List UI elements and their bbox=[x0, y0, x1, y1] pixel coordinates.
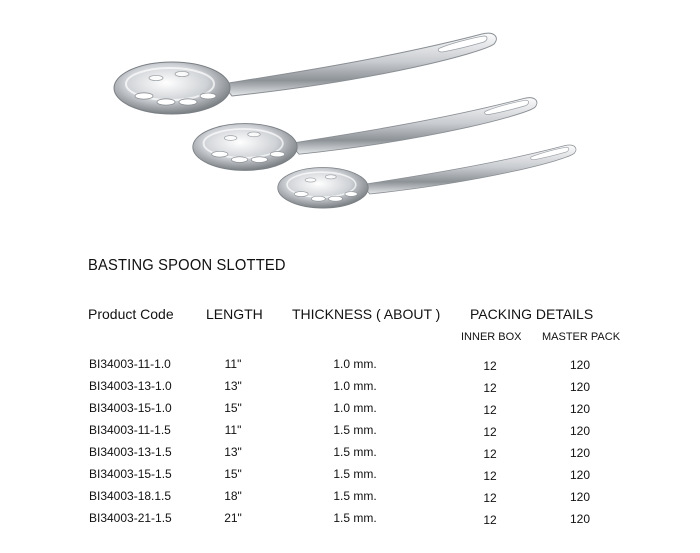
cell-length: 15" bbox=[224, 467, 242, 481]
cell-length: 13" bbox=[224, 445, 242, 459]
cell-code: BI34003-18.1.5 bbox=[89, 489, 172, 503]
cell-thickness: 1.0 mm. bbox=[333, 401, 377, 415]
header-master-pack: MASTER PACK bbox=[542, 331, 621, 343]
cell-inner-box: 12 bbox=[483, 403, 497, 417]
cell-master-pack: 120 bbox=[569, 490, 591, 504]
slotted-spoons-image bbox=[0, 0, 700, 240]
product-title: BASTING SPOON SLOTTED bbox=[88, 257, 286, 274]
header-inner-box: INNER BOX bbox=[461, 331, 522, 343]
cell-master-pack: 120 bbox=[569, 358, 591, 372]
table-row bbox=[0, 379, 700, 399]
spoon-large bbox=[114, 33, 496, 114]
cell-code: BI34003-13-1.5 bbox=[89, 445, 172, 459]
spoon-small bbox=[278, 145, 576, 208]
table-row bbox=[0, 445, 700, 465]
cell-inner-box: 12 bbox=[483, 513, 497, 527]
cell-master-pack: 120 bbox=[569, 380, 591, 394]
table-row bbox=[0, 401, 700, 421]
cell-code: BI34003-11-1.5 bbox=[89, 423, 171, 437]
spoon-medium bbox=[193, 98, 537, 171]
cell-thickness: 1.5 mm. bbox=[333, 445, 377, 459]
cell-thickness: 1.5 mm. bbox=[333, 489, 377, 503]
cell-inner-box: 12 bbox=[483, 447, 497, 461]
cell-code: BI34003-15-1.5 bbox=[89, 467, 172, 481]
table-row bbox=[0, 467, 700, 487]
cell-length: 18" bbox=[224, 489, 242, 503]
table-row bbox=[0, 511, 700, 531]
cell-inner-box: 12 bbox=[483, 425, 497, 439]
cell-master-pack: 120 bbox=[569, 424, 591, 438]
cell-master-pack: 120 bbox=[569, 402, 591, 416]
header-packing-details: PACKING DETAILS bbox=[470, 306, 594, 322]
cell-master-pack: 120 bbox=[569, 446, 591, 460]
cell-master-pack: 120 bbox=[569, 468, 591, 482]
cell-code: BI34003-15-1.0 bbox=[89, 401, 172, 415]
cell-thickness: 1.0 mm. bbox=[333, 357, 377, 371]
cell-length: 15" bbox=[224, 401, 242, 415]
header-product-code: Product Code bbox=[88, 306, 174, 322]
cell-master-pack: 120 bbox=[569, 512, 591, 526]
cell-code: BI34003-11-1.0 bbox=[89, 357, 171, 371]
cell-length: 11" bbox=[224, 357, 242, 371]
table-row bbox=[0, 357, 700, 377]
cell-inner-box: 12 bbox=[483, 381, 497, 395]
cell-code: BI34003-13-1.0 bbox=[89, 379, 172, 393]
cell-length: 13" bbox=[224, 379, 242, 393]
cell-thickness: 1.5 mm. bbox=[333, 467, 377, 481]
header-thickness: THICKNESS ( ABOUT ) bbox=[292, 306, 441, 322]
cell-thickness: 1.5 mm. bbox=[333, 511, 377, 525]
cell-code: BI34003-21-1.5 bbox=[89, 511, 172, 525]
cell-inner-box: 12 bbox=[483, 491, 497, 505]
cell-thickness: 1.5 mm. bbox=[333, 423, 377, 437]
header-length: LENGTH bbox=[206, 306, 263, 322]
cell-thickness: 1.0 mm. bbox=[333, 379, 377, 393]
table-row bbox=[0, 423, 700, 443]
cell-length: 21" bbox=[224, 511, 242, 525]
table-row bbox=[0, 489, 700, 509]
cell-length: 11" bbox=[224, 423, 242, 437]
cell-inner-box: 12 bbox=[483, 359, 497, 373]
cell-inner-box: 12 bbox=[483, 469, 497, 483]
